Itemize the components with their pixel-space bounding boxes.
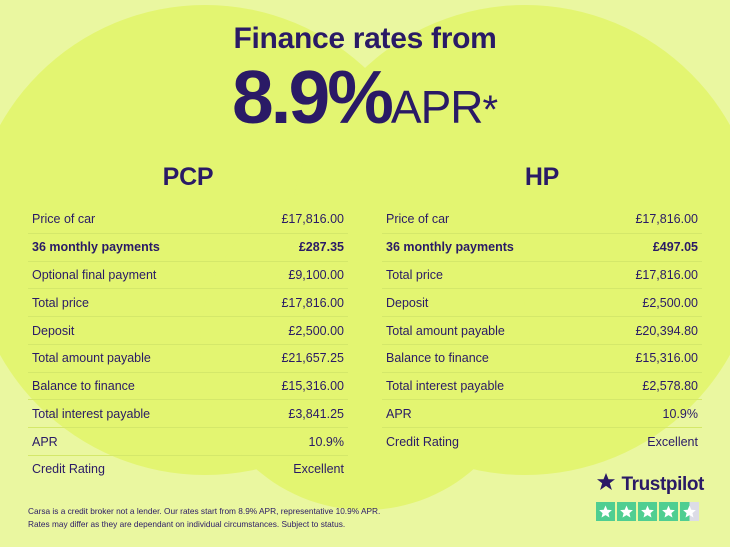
table-row: [28, 262, 348, 290]
apr-hero: [0, 55, 730, 139]
row-value: Excellent: [647, 434, 698, 449]
row-label: Total price: [32, 295, 89, 310]
row-value: £21,657.25: [281, 351, 344, 366]
row-label: Total amount payable: [386, 323, 505, 338]
pcp-title: PCP: [162, 163, 214, 191]
row-value: 10.9%: [308, 434, 344, 449]
pcp-column: [28, 163, 348, 483]
table-row: [28, 400, 348, 428]
row-value: £17,816.00: [635, 212, 698, 227]
trustpilot-star-filled: [659, 502, 678, 521]
table-row: [382, 289, 702, 317]
table-row: [382, 262, 702, 290]
row-label: Balance to finance: [32, 379, 135, 394]
table-row: [382, 234, 702, 262]
headline: Finance rates from: [233, 22, 497, 55]
table-row: [28, 289, 348, 317]
trustpilot-logo: [596, 472, 704, 497]
row-value: £2,500.00: [288, 323, 344, 338]
trustpilot-name: Trustpilot: [621, 473, 704, 495]
row-value: £15,316.00: [281, 379, 344, 394]
row-label: Price of car: [32, 212, 96, 227]
table-row: [382, 400, 702, 428]
table-row: [28, 373, 348, 401]
trustpilot-star-half: [680, 502, 699, 521]
row-label: Deposit: [386, 295, 429, 310]
trustpilot-stars: [596, 502, 704, 521]
row-value: £20,394.80: [635, 323, 698, 338]
table-row: [382, 317, 702, 345]
row-label: Total price: [386, 267, 443, 282]
row-value: £3,841.25: [288, 406, 344, 421]
row-value: £17,816.00: [281, 212, 344, 227]
row-value: £2,500.00: [642, 295, 698, 310]
apr-unit: APR: [390, 81, 483, 133]
row-label: Total interest payable: [386, 379, 505, 394]
row-value: 10.9%: [662, 406, 698, 421]
table-row: [28, 345, 348, 373]
row-value: £17,816.00: [281, 295, 344, 310]
row-value: Excellent: [293, 462, 344, 477]
trustpilot-star-icon: [596, 472, 616, 497]
row-label: Price of car: [386, 212, 450, 227]
row-label: APR: [386, 406, 412, 421]
row-label: Credit Rating: [386, 434, 459, 449]
table-row: [28, 234, 348, 262]
row-value: £17,816.00: [635, 267, 698, 282]
table-row: [28, 456, 348, 483]
row-label: Optional final payment: [32, 267, 157, 282]
disclaimer-line-1: Carsa is a credit broker not a lender. Our rates start from 8.9% APR, representative 10.9% APR.: [28, 506, 381, 517]
hp-column: [382, 163, 702, 483]
row-value: £2,578.80: [642, 379, 698, 394]
apr-rate: 8.9%: [231, 55, 391, 139]
apr-asterisk: *: [482, 88, 499, 132]
table-row: [382, 373, 702, 401]
table-row: [382, 345, 702, 373]
row-label: 36 monthly payments: [386, 240, 514, 255]
disclaimer-line-2: Rates may differ as they are dependant on individual circumstances. Subject to status.: [28, 519, 346, 530]
trustpilot-rating: [596, 472, 704, 521]
table-row: [28, 206, 348, 234]
trustpilot-star-filled: [596, 502, 615, 521]
table-row: [28, 317, 348, 345]
row-value: £15,316.00: [635, 351, 698, 366]
row-value: £497.05: [652, 240, 698, 255]
trustpilot-star-filled: [638, 502, 657, 521]
table-row: [382, 206, 702, 234]
finance-tables: [0, 163, 730, 483]
row-label: Balance to finance: [386, 351, 489, 366]
hp-title: HP: [524, 163, 560, 191]
row-label: 36 monthly payments: [32, 240, 160, 255]
row-label: Deposit: [32, 323, 75, 338]
row-label: Total interest payable: [32, 406, 151, 421]
row-value: £9,100.00: [288, 267, 344, 282]
row-label: Total amount payable: [32, 351, 151, 366]
table-row: [382, 428, 702, 455]
disclaimer: [28, 505, 380, 531]
row-label: APR: [32, 434, 58, 449]
table-row: [28, 428, 348, 456]
row-value: £287.35: [298, 240, 344, 255]
trustpilot-star-filled: [617, 502, 636, 521]
row-label: Credit Rating: [32, 462, 105, 477]
